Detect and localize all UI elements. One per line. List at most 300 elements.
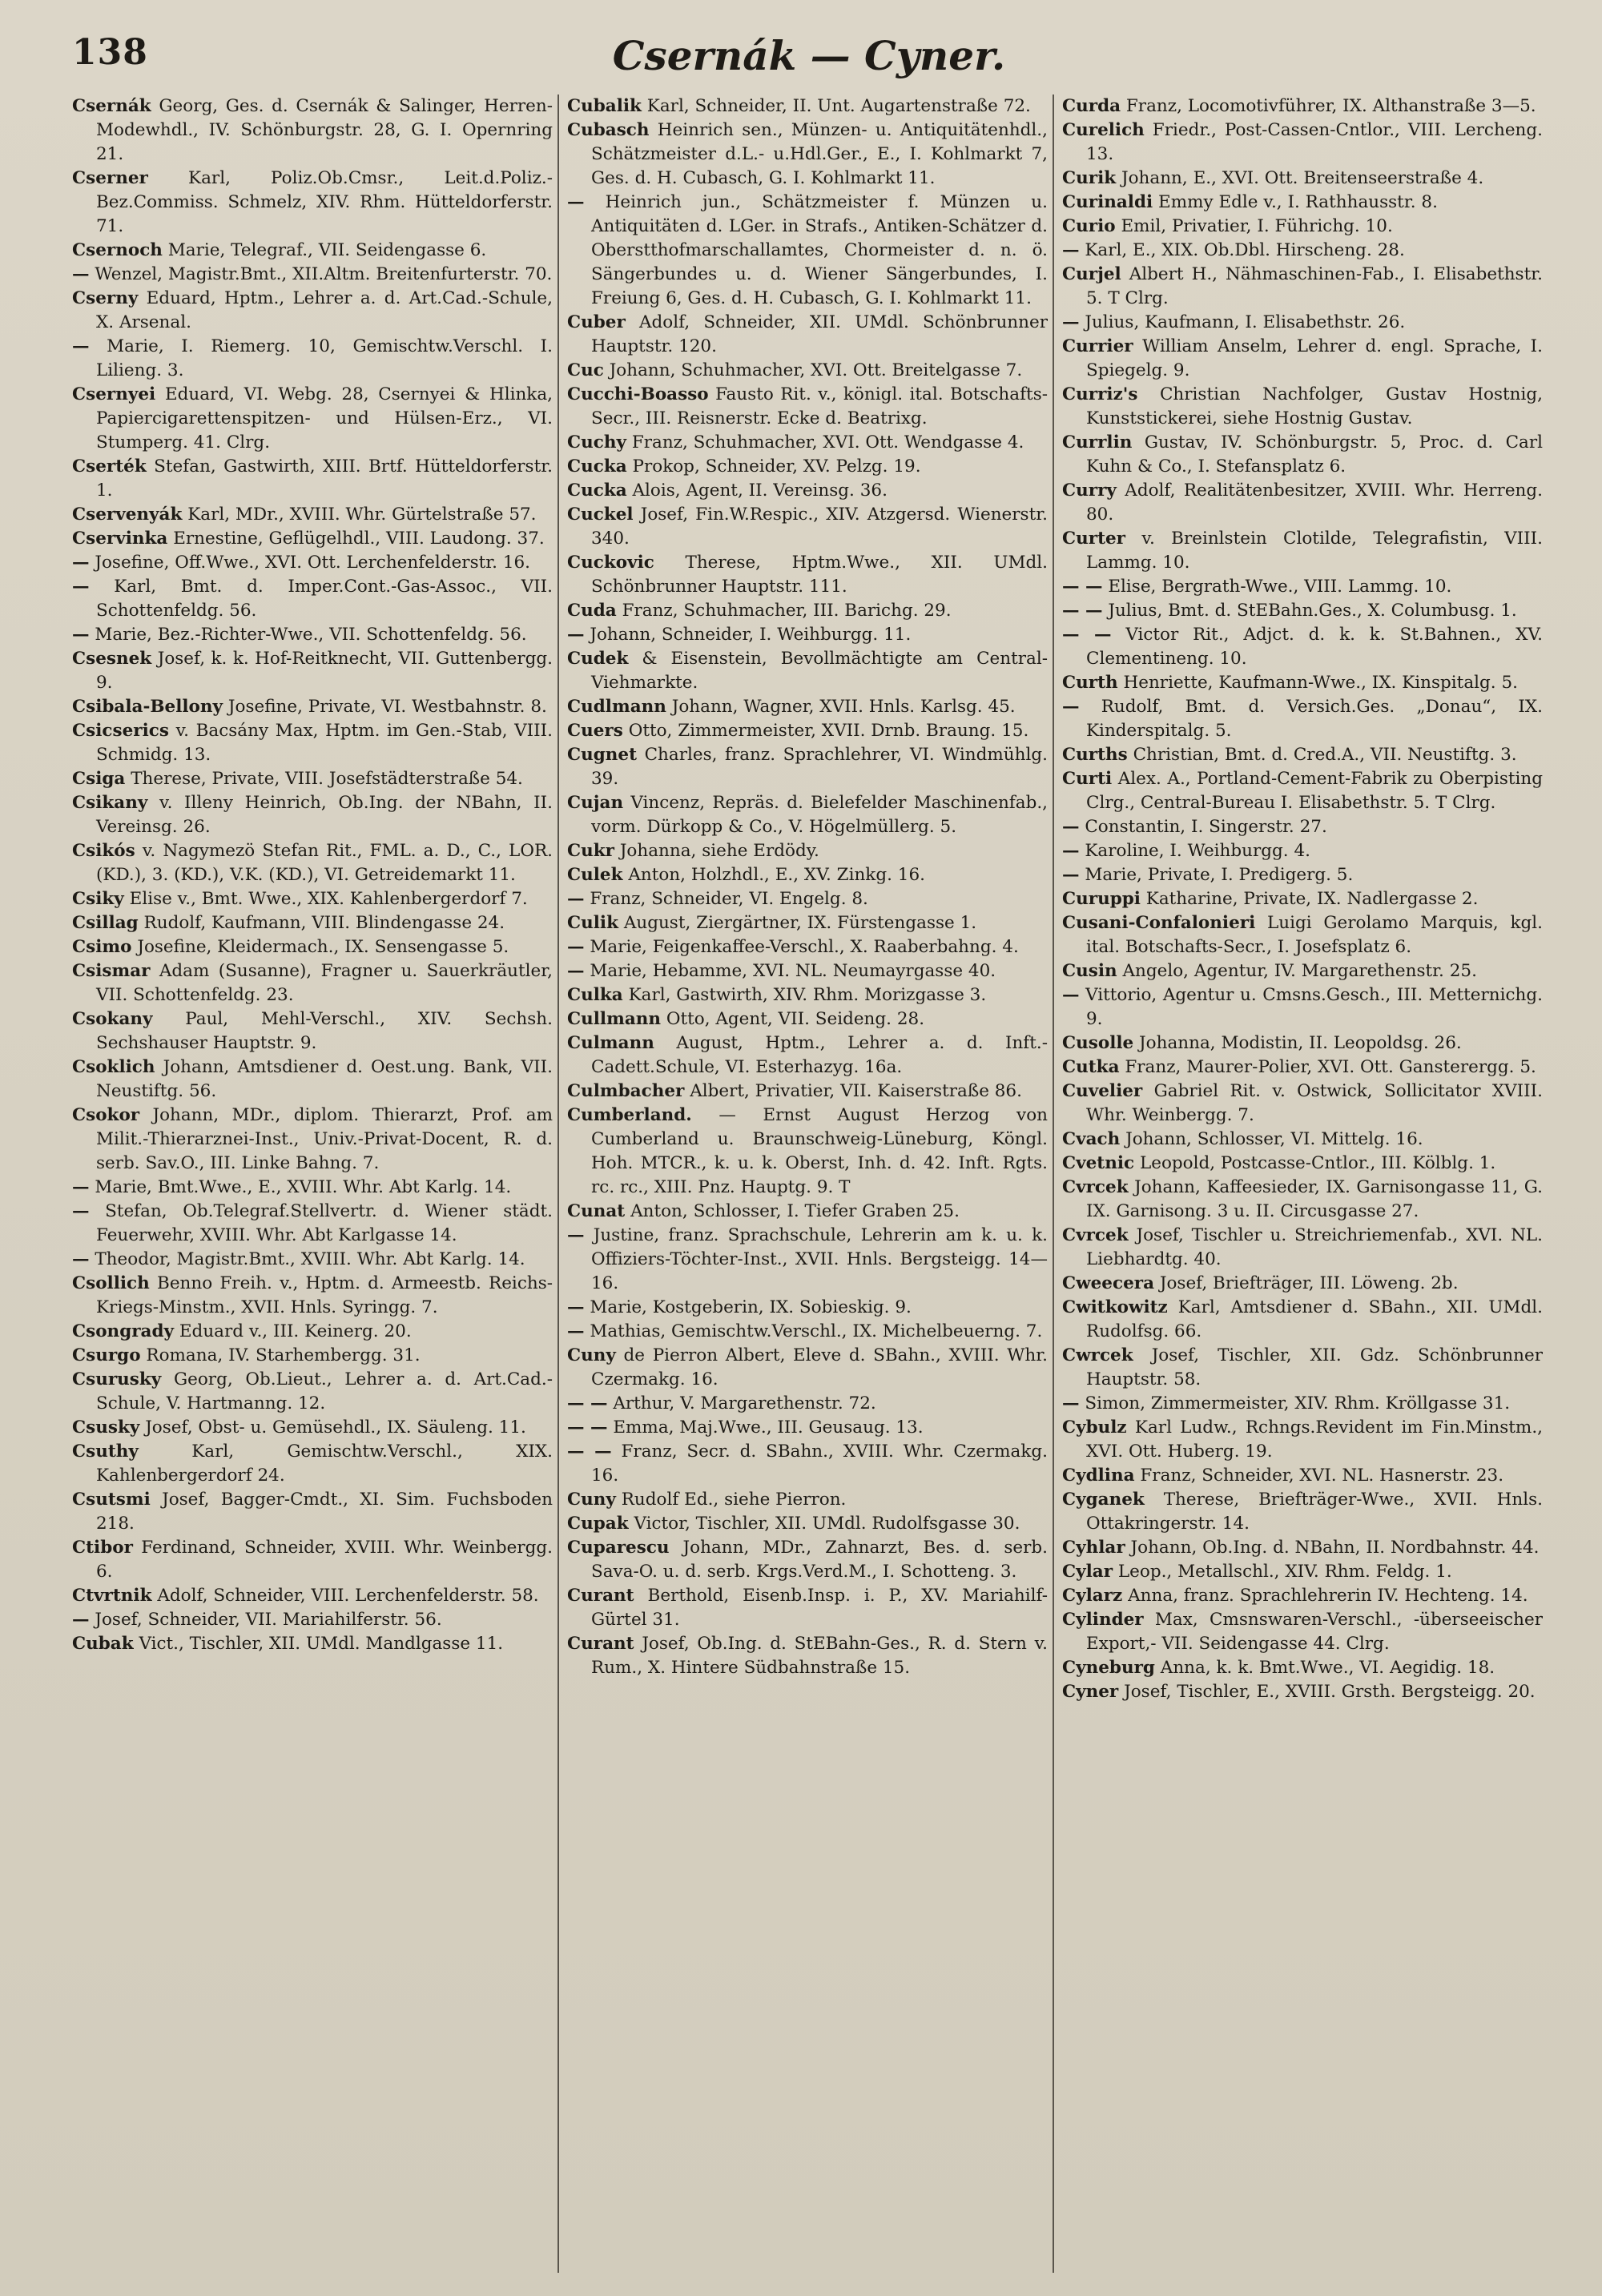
entry-name: — — <box>1062 625 1112 645</box>
entry-name: — <box>567 625 585 645</box>
entry-text: Johann, Ob.Ing. d. NBahn, II. Nordbahnstr. 44. <box>1130 1538 1540 1558</box>
entry-name: Cubak <box>72 1634 134 1654</box>
directory-entry <box>72 839 553 887</box>
directory-entry <box>567 191 1048 311</box>
entry-text: Therese, Briefträger-Wwe., XVII. Hnls. Ottakringerstr. 14. <box>1086 1490 1543 1534</box>
entry-text: Prokop, Schneider, XV. Pelzg. 19. <box>632 456 921 476</box>
directory-columns <box>72 94 1546 2273</box>
directory-entry <box>1062 191 1543 215</box>
entry-name: Cwrcek <box>1062 1345 1133 1365</box>
directory-entry <box>567 359 1048 383</box>
entry-text: Alois, Agent, II. Vereinsg. 36. <box>632 481 888 501</box>
entry-text: Adolf, Schneider, VIII. Lerchenfelderstr. 58. <box>157 1586 539 1606</box>
entry-text: Marie, Kostgeberin, IX. Sobieskig. 9. <box>590 1297 912 1317</box>
entry-text: Emmy Edle v., I. Rathhausstr. 8. <box>1158 192 1438 212</box>
directory-entry <box>1062 1296 1543 1344</box>
entry-name: — <box>1062 697 1080 717</box>
directory-entry <box>567 1224 1048 1296</box>
directory-entry <box>1062 215 1543 239</box>
entry-name: Cullmann <box>567 1009 662 1029</box>
entry-text: Benno Freih. v., Hptm. d. Armeestb. Reichs-Kriegs-Minstm., XVII. Hnls. Syringg. 7. <box>96 1273 553 1317</box>
entry-text: Rudolf, Bmt. d. Versich.Ges. „Donau“, IX. Kinderspitalg. 5. <box>1086 697 1543 741</box>
directory-entry <box>567 911 1048 935</box>
directory-entry <box>1062 431 1543 479</box>
entry-text: Josef, Tischler, E., XVIII. Grsth. Bergsteigg. 20. <box>1124 1682 1536 1702</box>
directory-entry <box>1062 911 1543 959</box>
entry-text: Angelo, Agentur, IV. Margarethenstr. 25. <box>1122 961 1477 981</box>
directory-entry <box>72 503 553 527</box>
directory-entry <box>567 719 1048 743</box>
entry-name: — <box>1062 985 1080 1005</box>
entry-name: Currlin <box>1062 432 1133 452</box>
entry-name: Culik <box>567 913 618 933</box>
entry-text: Josef, Bagger-Cmdt., XI. Sim. Fuchsboden 218. <box>96 1490 553 1534</box>
entry-text: de Pierron Albert, Eleve d. SBahn., XVIII. Whr. Czermakg. 16. <box>591 1345 1048 1389</box>
entry-name: Culka <box>567 985 623 1005</box>
entry-text: Josef, Ob.Ing. d. StEBahn-Ges., R. d. Stern v. Rum., X. Hintere Südbahnstraße 15. <box>591 1634 1048 1678</box>
entry-name: Cuny <box>567 1490 616 1510</box>
entry-name: Csismar <box>72 961 151 981</box>
directory-entry <box>1062 671 1543 695</box>
entry-name: Curio <box>1062 216 1116 236</box>
entry-name: Cumberland. <box>567 1105 692 1125</box>
entry-name: Cuckovic <box>567 553 654 573</box>
directory-entry <box>567 311 1048 359</box>
entry-name: Cunat <box>567 1201 626 1221</box>
entry-text: Anna, franz. Sprachlehrerin IV. Hechteng. 14. <box>1128 1586 1528 1606</box>
entry-name: Cubalik <box>567 96 642 116</box>
entry-text: Johann, E., XVI. Ott. Breitenseerstraße 4. <box>1121 168 1484 188</box>
entry-text: Berthold, Eisenb.Insp. i. P., XV. Mariahilf-Gürtel 31. <box>591 1586 1048 1630</box>
directory-entry <box>1062 959 1543 983</box>
entry-text: Friedr., Post-Cassen-Cntlor., VIII. Lercheng. 13. <box>1086 120 1543 164</box>
entry-text: Vittorio, Agentur u. Cmsns.Gesch., III. Metternichg. 9. <box>1085 985 1543 1029</box>
entry-name: Cujan <box>567 793 624 813</box>
directory-entry <box>1062 479 1543 527</box>
entry-text: Adolf, Realitätenbesitzer, XVIII. Whr. Herreng. 80. <box>1086 481 1543 525</box>
directory-entry <box>72 1200 553 1248</box>
entry-text: Johann, MDr., diplom. Thierarzt, Prof. am Milit.-Thierarznei-Inst., Univ.-Privat-Docent, R. d. serb. Sav.O., III. Linke Bahng. 7. <box>96 1105 553 1173</box>
entry-name: Csicserics <box>72 721 169 741</box>
directory-entry <box>567 599 1048 623</box>
entry-text: Marie, Feigenkaffee-Verschl., X. Raaberbahng. 4. <box>590 937 1019 957</box>
directory-entry <box>1062 1416 1543 1464</box>
entry-name: Csusky <box>72 1417 140 1438</box>
entry-name: Cvach <box>1062 1129 1121 1149</box>
entry-name: Cusin <box>1062 961 1117 981</box>
entry-text: Karl, MDr., XVIII. Whr. Gürtelstraße 57. <box>187 505 537 525</box>
entry-text: Marie, Bmt.Wwe., E., XVIII. Whr. Abt Karlg. 14. <box>95 1177 512 1197</box>
directory-entry <box>1062 1536 1543 1560</box>
entry-name: — <box>567 937 585 957</box>
directory-entry <box>1062 815 1543 839</box>
entry-text: Otto, Zimmermeister, XVII. Drnb. Braung. 15. <box>628 721 1029 741</box>
entry-name: Cylarz <box>1062 1586 1123 1606</box>
entry-name: — <box>567 192 585 212</box>
directory-entry <box>1062 695 1543 743</box>
entry-text: Georg, Ges. d. Csernák & Salinger, Herren-Modewhdl., IV. Schönburgstr. 28, G. I. Opernring 21. <box>96 96 553 164</box>
directory-entry <box>1062 1128 1543 1152</box>
entry-text: Franz, Schneider, VI. Engelg. 8. <box>590 889 868 909</box>
directory-entry <box>1062 383 1543 431</box>
directory-entry <box>72 959 553 1007</box>
entry-name: — — <box>567 1442 612 1462</box>
entry-text: Josefine, Kleidermach., IX. Sensengasse 5. <box>137 937 509 957</box>
column-rule <box>557 94 559 2273</box>
entry-text: Karl, Gemischtw.Verschl., XIX. Kahlenbergerdorf 24. <box>96 1442 553 1486</box>
entry-text: Marie, I. Riemerg. 10, Gemischtw.Verschl. I. Lilieng. 3. <box>96 336 553 380</box>
entry-text: Anna, k. k. Bmt.Wwe., VI. Aegidig. 18. <box>1160 1658 1495 1678</box>
entry-text: Franz, Schuhmacher, III. Barichg. 29. <box>622 601 952 621</box>
entry-name: — <box>567 1321 585 1341</box>
entry-name: Csutsmi <box>72 1490 151 1510</box>
directory-entry <box>72 1104 553 1176</box>
entry-name: Cupak <box>567 1514 629 1534</box>
entry-text: Karoline, I. Weihburgg. 4. <box>1085 841 1310 861</box>
directory-entry <box>72 263 553 287</box>
entry-name: Csurgo <box>72 1345 141 1365</box>
directory-entry <box>567 647 1048 695</box>
entry-text: Julius, Kaufmann, I. Elisabethstr. 26. <box>1085 312 1406 332</box>
directory-entry <box>1062 887 1543 911</box>
entry-name: Cservinka <box>72 529 168 549</box>
entry-name: — — <box>1062 601 1103 621</box>
entry-text: Josef, Schneider, VII. Mariahilferstr. 56. <box>95 1610 442 1630</box>
column-1 <box>72 94 553 2273</box>
entry-name: Cucka <box>567 481 627 501</box>
entry-text: Christian Nachfolger, Gustav Hostnig, Kunststickerei, siehe Hostnig Gustav. <box>1086 384 1543 428</box>
directory-entry <box>1062 1392 1543 1416</box>
directory-entry <box>567 983 1048 1007</box>
entry-text: Josef, Tischler u. Streichriemenfab., XVI. NL. Liebhardtg. 40. <box>1086 1225 1543 1269</box>
entry-name: — <box>72 264 90 284</box>
directory-entry <box>72 335 553 383</box>
entry-text: Karl, Amtsdiener d. SBahn., XII. UMdl. Rudolfsg. 66. <box>1086 1297 1543 1341</box>
entry-text: Justine, franz. Sprachschule, Lehrerin am k. u. k. Offiziers-Töchter-Inst., XVII. Hnls. Bergsteigg. 14—16. <box>591 1225 1048 1293</box>
entry-name: Cucka <box>567 456 627 476</box>
entry-text: Paul, Mehl-Verschl., XIV. Sechsh. Sechshauser Hauptstr. 9. <box>96 1009 553 1053</box>
directory-entry <box>1062 335 1543 383</box>
entry-name: Csillag <box>72 913 139 933</box>
directory-entry <box>72 1536 553 1584</box>
entry-name: Csikós <box>72 841 135 861</box>
entry-name: Cugnet <box>567 745 638 765</box>
entry-name: Cuvelier <box>1062 1081 1143 1101</box>
entry-text: Julius, Bmt. d. StEBahn.Ges., X. Columbusg. 1. <box>1108 601 1517 621</box>
directory-entry <box>567 1512 1048 1536</box>
entry-name: Cydlina <box>1062 1466 1135 1486</box>
directory-entry <box>567 1200 1048 1224</box>
entry-name: Cserték <box>72 456 147 476</box>
entry-name: Csongrady <box>72 1321 175 1341</box>
entry-text: — Ernst August Herzog von Cumberland u. Braunschweig-Lüneburg, Köngl. Hoh. MTCR., k. u. k. Oberst, Inh. d. 42. Inft. Rgts. rc. rc., XIII. Pnz. Hauptg. 9. T <box>591 1105 1048 1197</box>
entry-name: Cuny <box>567 1345 616 1365</box>
directory-entry <box>1062 1584 1543 1608</box>
entry-text: Anton, Schlosser, I. Tiefer Graben 25. <box>630 1201 960 1221</box>
entry-text: Eduard, Hptm., Lehrer a. d. Art.Cad.-Schule, X. Arsenal. <box>96 288 553 332</box>
entry-name: Cuda <box>567 601 617 621</box>
directory-entry <box>567 1031 1048 1080</box>
entry-name: Curriz's <box>1062 384 1138 404</box>
entry-text: Simon, Zimmermeister, XIV. Rhm. Kröllgasse 31. <box>1085 1393 1511 1413</box>
entry-name: Culek <box>567 865 623 885</box>
entry-name: Csurusky <box>72 1369 162 1389</box>
entry-text: Josef, Tischler, XII. Gdz. Schönbrunner Hauptstr. 58. <box>1086 1345 1543 1389</box>
entry-text: Franz, Schneider, XVI. NL. Hasnerstr. 23. <box>1140 1466 1504 1486</box>
entry-name: Curti <box>1062 769 1113 789</box>
directory-entry <box>72 1007 553 1056</box>
directory-entry <box>1062 167 1543 191</box>
entry-name: Csiky <box>72 889 124 909</box>
entry-text: Fausto Rit. v., königl. ital. Botschafts-Secr., III. Reisnerstr. Ecke d. Beatrixg. <box>591 384 1048 428</box>
entry-text: Heinrich jun., Schätzmeister f. Münzen u. Antiquitäten d. LGer. in Strafs., Antiken-Schätzer d. Oberstthofmarschallamtes, Chormeister d. n. ö. Sängerbundes u. d. Wiener Sängerbundes, I. Freiung 6, Ges. d. H. Cubasch, G. I. Kohlmarkt 11. <box>591 192 1048 308</box>
entry-text: Theodor, Magistr.Bmt., XVIII. Whr. Abt Karlg. 14. <box>95 1249 525 1269</box>
entry-text: Karl, Poliz.Ob.Cmsr., Leit.d.Poliz.-Bez.Commiss. Schmelz, XIV. Rhm. Hütteldorferstr. 71. <box>96 168 553 236</box>
directory-entry <box>72 575 553 623</box>
entry-text: Constantin, I. Singerstr. 27. <box>1085 817 1327 837</box>
directory-entry <box>72 1632 553 1656</box>
entry-name: Culmbacher <box>567 1081 685 1101</box>
directory-entry <box>1062 839 1543 863</box>
directory-entry <box>567 959 1048 983</box>
entry-name: Cutka <box>1062 1057 1120 1077</box>
directory-entry <box>567 1488 1048 1512</box>
entry-name: Currier <box>1062 336 1133 356</box>
entry-name: Curth <box>1062 673 1118 693</box>
directory-entry <box>72 1344 553 1368</box>
directory-entry <box>567 1536 1048 1584</box>
directory-entry <box>72 1584 553 1608</box>
entry-text: Emil, Privatier, I. Führichg. 10. <box>1121 216 1393 236</box>
directory-entry <box>1062 1272 1543 1296</box>
directory-entry <box>72 94 553 167</box>
entry-text: Rudolf Ed., siehe Pierron. <box>621 1490 847 1510</box>
entry-text: Victor Rit., Adjct. d. k. k. St.Bahnen., XV. Clementineng. 10. <box>1086 625 1543 669</box>
entry-text: Christian, Bmt. d. Cred.A., VII. Neustiftg. 3. <box>1133 745 1517 765</box>
directory-entry <box>1062 1560 1543 1584</box>
entry-text: Johann, Amtsdiener d. Oest.ung. Bank, VII. Neustiftg. 56. <box>96 1057 553 1101</box>
entry-text: Marie, Hebamme, XVI. NL. Neumayrgasse 40. <box>590 961 996 981</box>
entry-name: Csuthy <box>72 1442 139 1462</box>
entry-text: Arthur, V. Margarethenstr. 72. <box>613 1393 876 1413</box>
directory-entry <box>72 695 553 719</box>
directory-entry <box>1062 263 1543 311</box>
entry-text: Stefan, Ob.Telegraf.Stellvertr. d. Wiener städt. Feuerwehr, XVIII. Whr. Abt Karlgasse 14. <box>96 1201 553 1245</box>
directory-entry <box>72 1176 553 1200</box>
entry-text: Johanna, siehe Erdödy. <box>619 841 819 861</box>
entry-text: Wenzel, Magistr.Bmt., XII.Altm. Breitenfurterstr. 70. <box>95 264 553 284</box>
entry-name: — <box>72 625 90 645</box>
entry-text: Marie, Telegraf., VII. Seidengasse 6. <box>167 240 487 260</box>
directory-entry <box>72 1272 553 1320</box>
directory-entry <box>567 1104 1048 1200</box>
directory-entry <box>72 887 553 911</box>
entry-text: William Anselm, Lehrer d. engl. Sprache, I. Spiegelg. 9. <box>1086 336 1543 380</box>
entry-name: Cybulz <box>1062 1417 1127 1438</box>
entry-text: Mathias, Gemischtw.Verschl., IX. Michelbeuerng. 7. <box>590 1321 1043 1341</box>
directory-entry <box>567 935 1048 959</box>
entry-text: Vincenz, Repräs. d. Bielefelder Maschinenfab., vorm. Dürkopp & Co., V. Högelmüllerg. 5. <box>591 793 1048 837</box>
directory-entry <box>72 455 553 503</box>
directory-entry <box>72 767 553 791</box>
entry-name: Cyner <box>1062 1682 1119 1702</box>
entry-text: Ernestine, Geflügelhdl., VIII. Laudong. 37. <box>173 529 545 549</box>
directory-entry <box>1062 863 1543 887</box>
directory-entry <box>72 791 553 839</box>
directory-entry <box>567 1392 1048 1416</box>
entry-text: Eduard, VI. Webg. 28, Csernyei & Hlinka, Papiercigarettenspitzen- und Hülsen-Erz., VI. Stumperg. 41. Clrg. <box>96 384 553 452</box>
directory-entry <box>72 1416 553 1440</box>
entry-name: Csokor <box>72 1105 140 1125</box>
entry-name: Cwitkowitz <box>1062 1297 1168 1317</box>
entry-name: Curuppi <box>1062 889 1141 909</box>
entry-text: August, Ziergärtner, IX. Fürstengasse 1. <box>623 913 977 933</box>
directory-entry <box>1062 1488 1543 1536</box>
directory-entry <box>72 935 553 959</box>
directory-entry <box>567 431 1048 455</box>
entry-name: — <box>1062 865 1080 885</box>
entry-name: Csokany <box>72 1009 153 1029</box>
entry-name: Csernyei <box>72 384 156 404</box>
directory-entry <box>1062 1176 1543 1224</box>
directory-entry <box>567 839 1048 863</box>
entry-name: Cweecera <box>1062 1273 1155 1293</box>
directory-entry <box>567 1007 1048 1031</box>
directory-entry <box>72 1320 553 1344</box>
entry-name: Cukr <box>567 841 614 861</box>
directory-entry <box>567 695 1048 719</box>
entry-name: Curant <box>567 1586 634 1606</box>
entry-text: Victor, Tischler, XII. UMdl. Rudolfsgasse 30. <box>634 1514 1020 1534</box>
entry-name: Cserner <box>72 168 148 188</box>
entry-name: — <box>72 1249 90 1269</box>
entry-name: Cylinder <box>1062 1610 1144 1630</box>
entry-name: Csernoch <box>72 240 163 260</box>
directory-entry <box>1062 1608 1543 1656</box>
directory-entry <box>72 287 553 335</box>
directory-entry <box>567 1416 1048 1440</box>
entry-text: v. Nagymezö Stefan Rit., FML. a. D., C., LOR. (KD.), 3. (KD.), V.K. (KD.), VI. Getreidemarkt 11. <box>96 841 553 885</box>
entry-text: Karl, Gastwirth, XIV. Rhm. Morizgasse 3. <box>628 985 987 1005</box>
entry-name: Curjel <box>1062 264 1121 284</box>
entry-name: Cuers <box>567 721 623 741</box>
directory-entry <box>1062 119 1543 167</box>
entry-name: Cuckel <box>567 505 634 525</box>
entry-text: Ferdinand, Schneider, XVIII. Whr. Weinbergg. 6. <box>96 1538 553 1582</box>
directory-entry <box>1062 311 1543 335</box>
directory-entry <box>1062 1680 1543 1704</box>
entry-text: Karl, E., XIX. Ob.Dbl. Hirscheng. 28. <box>1085 240 1405 260</box>
entry-text: Otto, Agent, VII. Seideng. 28. <box>666 1009 925 1029</box>
entry-text: Johann, Schlosser, VI. Mittelg. 16. <box>1125 1129 1423 1149</box>
entry-text: Josef, Fin.W.Respic., XIV. Atzgersd. Wienerstr. 340. <box>591 505 1048 549</box>
entry-name: — — <box>567 1393 608 1413</box>
entry-text: Charles, franz. Sprachlehrer, VI. Windmühlg. 39. <box>591 745 1048 789</box>
entry-name: Csesnek <box>72 649 152 669</box>
directory-entry <box>567 1296 1048 1320</box>
entry-name: Cyhlar <box>1062 1538 1125 1558</box>
entry-text: Albert H., Nähmaschinen-Fab., I. Elisabethstr. 5. T Clrg. <box>1086 264 1543 308</box>
directory-entry <box>72 1608 553 1632</box>
entry-text: Karl Ludw., Rchngs.Revident im Fin.Minstm., XVI. Ott. Huberg. 19. <box>1086 1417 1543 1462</box>
entry-text: & Eisenstein, Bevollmächtigte am Central-Viehmarkte. <box>591 649 1048 693</box>
entry-text: Johann, Schneider, I. Weihburgg. 11. <box>590 625 912 645</box>
directory-entry <box>567 383 1048 431</box>
entry-name: Cyganek <box>1062 1490 1145 1510</box>
entry-text: Alex. A., Portland-Cement-Fabrik zu Oberpisting Clrg., Central-Bureau I. Elisabethstr. 5. T Clrg. <box>1086 769 1543 813</box>
entry-name: Cserny <box>72 288 139 308</box>
entry-name: — <box>567 889 585 909</box>
entry-text: Stefan, Gastwirth, XIII. Brtf. Hütteldorferstr. 1. <box>96 456 553 501</box>
entry-name: Csollich <box>72 1273 150 1293</box>
directory-entry <box>567 94 1048 119</box>
entry-text: Adam (Susanne), Fragner u. Sauerkräutler, VII. Schottenfeldg. 23. <box>96 961 553 1005</box>
entry-name: — <box>72 1201 90 1221</box>
directory-entry <box>567 455 1048 479</box>
entry-text: Georg, Ob.Lieut., Lehrer a. d. Art.Cad.-Schule, V. Hartmanng. 12. <box>96 1369 553 1413</box>
entry-name: Curths <box>1062 745 1128 765</box>
entry-text: Marie, Private, I. Predigerg. 5. <box>1085 865 1354 885</box>
directory-entry <box>1062 743 1543 767</box>
entry-name: — <box>72 1610 90 1630</box>
entry-name: Curelich <box>1062 120 1145 140</box>
running-head: Csernák — Cyner. <box>612 32 1006 79</box>
entry-text: Emma, Maj.Wwe., III. Geusaug. 13. <box>613 1417 924 1438</box>
entry-text: Marie, Bez.-Richter-Wwe., VII. Schottenfeldg. 56. <box>95 625 527 645</box>
entry-name: — <box>1062 312 1080 332</box>
entry-text: Rudolf, Kaufmann, VIII. Blindengasse 24. <box>143 913 505 933</box>
entry-text: Adolf, Schneider, XII. UMdl. Schönbrunner Hauptstr. 120. <box>591 312 1048 356</box>
entry-name: Csernák <box>72 96 151 116</box>
entry-text: Karl, Schneider, II. Unt. Augartenstraße 72. <box>646 96 1031 116</box>
entry-text: Josef, k. k. Hof-Reitknecht, VII. Guttenbergg. 9. <box>96 649 553 693</box>
entry-text: Franz, Locomotivführer, IX. Althanstraße 3—5. <box>1125 96 1536 116</box>
directory-entry <box>72 527 553 551</box>
entry-name: — — <box>1062 577 1103 597</box>
entry-name: Curinaldi <box>1062 192 1153 212</box>
entry-text: Elise v., Bmt. Wwe., XIX. Kahlenbergerdorf 7. <box>129 889 528 909</box>
directory-entry <box>567 623 1048 647</box>
directory-entry <box>72 719 553 767</box>
entry-name: — <box>567 961 585 981</box>
directory-entry <box>72 1440 553 1488</box>
directory-entry <box>1062 1056 1543 1080</box>
directory-entry <box>567 1320 1048 1344</box>
entry-text: Leopold, Postcasse-Cntlor., III. Kölblg. 1. <box>1139 1153 1496 1173</box>
directory-entry <box>72 647 553 695</box>
entry-text: Gabriel Rit. v. Ostwick, Sollicitator XVIII. Whr. Weinbergg. 7. <box>1086 1081 1543 1125</box>
directory-entry <box>567 1632 1048 1680</box>
entry-name: Ctvrtnik <box>72 1586 152 1606</box>
directory-entry <box>1062 239 1543 263</box>
directory-entry <box>72 623 553 647</box>
directory-entry <box>1062 94 1543 119</box>
entry-text: Henriette, Kaufmann-Wwe., IX. Kinspitalg. 5. <box>1123 673 1518 693</box>
entry-text: Katharine, Private, IX. Nadlergasse 2. <box>1145 889 1479 909</box>
directory-entry <box>1062 1080 1543 1128</box>
directory-entry <box>72 1488 553 1536</box>
entry-text: Anton, Holzhdl., E., XV. Zinkg. 16. <box>628 865 925 885</box>
entry-name: Cudek <box>567 649 629 669</box>
directory-entry <box>1062 1031 1543 1056</box>
directory-entry <box>72 551 553 575</box>
entry-name: Csimo <box>72 937 132 957</box>
directory-entry <box>567 479 1048 503</box>
entry-name: Cusani-Confalonieri <box>1062 913 1256 933</box>
entry-text: Josefine, Private, VI. Westbahnstr. 8. <box>227 697 547 717</box>
entry-name: Cusolle <box>1062 1033 1134 1053</box>
entry-name: — <box>72 577 90 597</box>
